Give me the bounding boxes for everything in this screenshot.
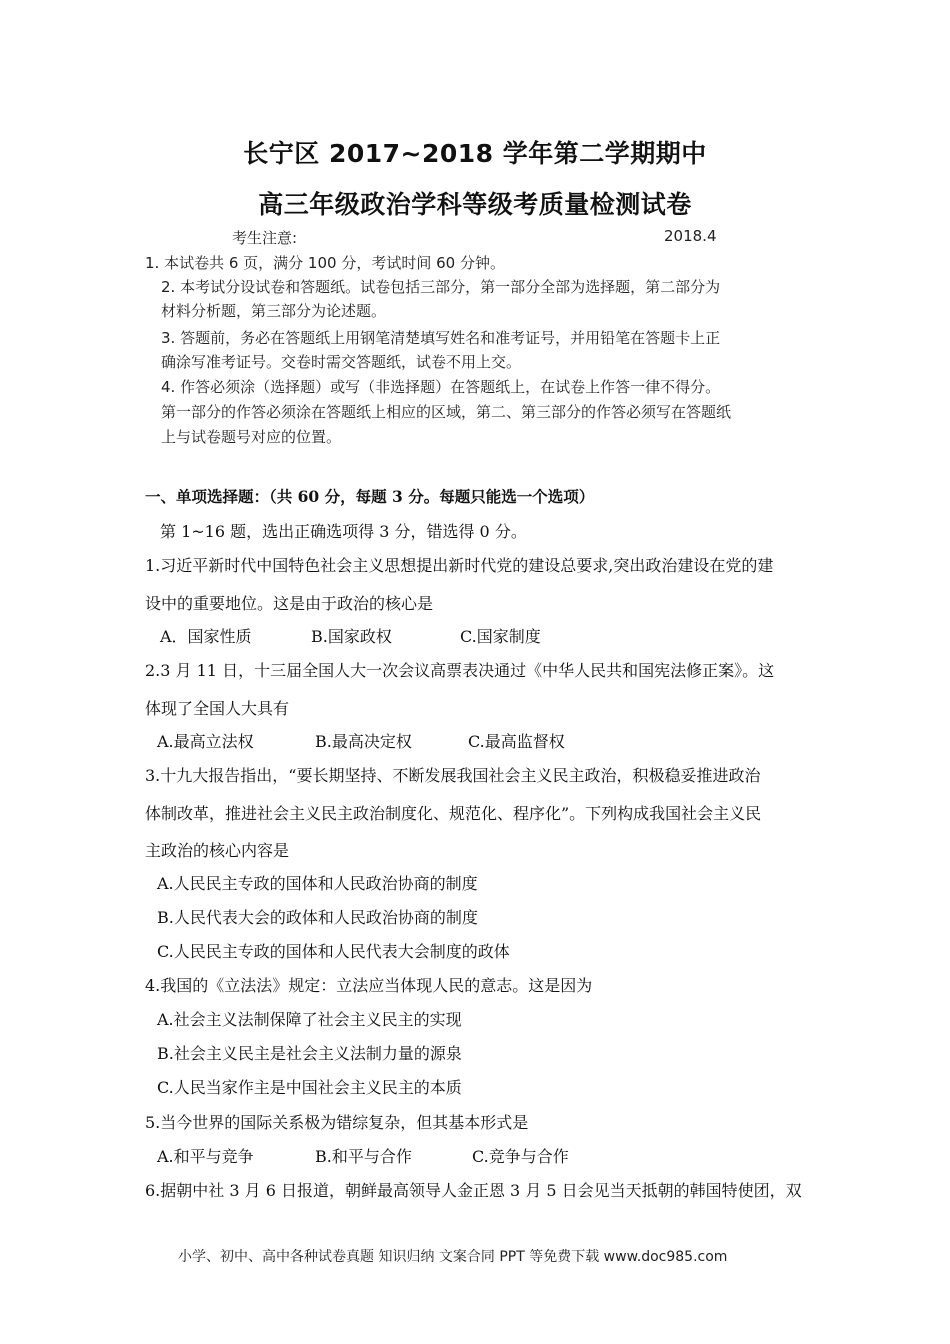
q5-stem-line-1: 5.当今世界的国际关系极为错综复杂，但其基本形式是 bbox=[145, 1113, 529, 1132]
q4-option-a: A.社会主义法制保障了社会主义民主的实现 bbox=[157, 1010, 462, 1029]
q3-option-c: C.人民民主专政的国体和人民代表大会制度的政体 bbox=[157, 942, 510, 961]
q2-stem-line-1: 2.3 月 11 日，十三届全国人大一次会议高票表决通过《中华人民共和国宪法修正案》。这 bbox=[145, 661, 775, 680]
q4-option-c: C.人民当家作主是中国社会主义民主的本质 bbox=[157, 1078, 462, 1097]
q4-option-b: B.社会主义民主是社会主义法制力量的源泉 bbox=[157, 1044, 462, 1063]
section-instruction: 第 1~16 题，选出正确选项得 3 分，错选得 0 分。 bbox=[160, 522, 527, 541]
exam-date: 2018.4 bbox=[664, 227, 717, 245]
section-heading: 一、单项选择题：（共 60 分，每题 3 分。每题只能选一个选项） bbox=[145, 487, 595, 506]
notice-line-7: 第一部分的作答必须涂在答题纸上相应的区域，第二、第三部分的作答必须写在答题纸 bbox=[161, 403, 732, 421]
q5-option-b: B.和平与合作 bbox=[315, 1147, 412, 1166]
q1-stem-line-2: 设中的重要地位。这是由于政治的核心是 bbox=[145, 594, 434, 613]
q3-option-b: B.人民代表大会的政体和人民政治协商的制度 bbox=[157, 908, 478, 927]
footer-text: 小学、初中、高中各种试卷真题 知识归纳 文案合同 PPT 等免费下载 www.doc985.com bbox=[178, 1249, 728, 1265]
q5-option-c: C.竞争与合作 bbox=[472, 1147, 569, 1166]
notice-line-6: 4. 作答必须涂（选择题）或写（非选择题）在答题纸上，在试卷上作答一律不得分。 bbox=[161, 378, 721, 396]
q4-stem-line-1: 4.我国的《立法法》规定：立法应当体现人民的意志。这是因为 bbox=[145, 976, 593, 995]
q5-option-a: A.和平与竞争 bbox=[157, 1147, 254, 1166]
q2-option-a: A.最高立法权 bbox=[157, 732, 254, 751]
q1-option-c: C.国家制度 bbox=[460, 627, 541, 646]
q3-option-a: A.人民民主专政的国体和人民政治协商的制度 bbox=[157, 874, 478, 893]
notice-label: 考生注意: bbox=[232, 229, 298, 247]
notice-line-2: 2. 本考试分设试卷和答题纸。试卷包括三部分，第一部分全部为选择题，第二部分为 bbox=[161, 278, 721, 296]
notice-line-4: 3. 答题前，务必在答题纸上用钢笔清楚填写姓名和准考证号，并用铅笔在答题卡上正 bbox=[161, 329, 721, 347]
notice-line-3: 材料分析题，第三部分为论述题。 bbox=[161, 302, 387, 320]
q2-option-b: B.最高决定权 bbox=[315, 732, 412, 751]
q1-option-a: A．国家性质 bbox=[160, 627, 252, 646]
q1-stem-line-1: 1.习近平新时代中国特色社会主义思想提出新时代党的建设总要求,突出政治建设在党的建 bbox=[145, 556, 774, 575]
notice-line-8: 上与试卷题号对应的位置。 bbox=[161, 428, 342, 446]
page-subtitle: 高三年级政治学科等级考质量检测试卷 bbox=[258, 190, 692, 219]
q3-stem-line-1: 3.十九大报告指出，“要长期坚持、不断发展我国社会主义民主政治，积极稳妥推进政治 bbox=[145, 766, 761, 785]
notice-line-1: 1. 本试卷共 6 页，满分 100 分，考试时间 60 分钟。 bbox=[145, 254, 505, 272]
q2-option-c: C.最高监督权 bbox=[468, 732, 565, 751]
q3-stem-line-3: 主政治的核心内容是 bbox=[145, 841, 290, 860]
q1-option-b: B.国家政权 bbox=[311, 627, 392, 646]
q6-stem-line-1: 6.据朝中社 3 月 6 日报道，朝鲜最高领导人金正恩 3 月 5 日会见当天抵朝的韩国特使团，双 bbox=[145, 1181, 802, 1200]
page-title: 长宁区 2017~2018 学年第二学期期中 bbox=[243, 139, 707, 168]
q2-stem-line-2: 体现了全国人大具有 bbox=[145, 699, 290, 718]
q3-stem-line-2: 体制改革，推进社会主义民主政治制度化、规范化、程序化”。下列构成我国社会主义民 bbox=[145, 804, 762, 823]
notice-line-5: 确涂写准考证号。交卷时需交答题纸，试卷不用上交。 bbox=[161, 353, 522, 371]
